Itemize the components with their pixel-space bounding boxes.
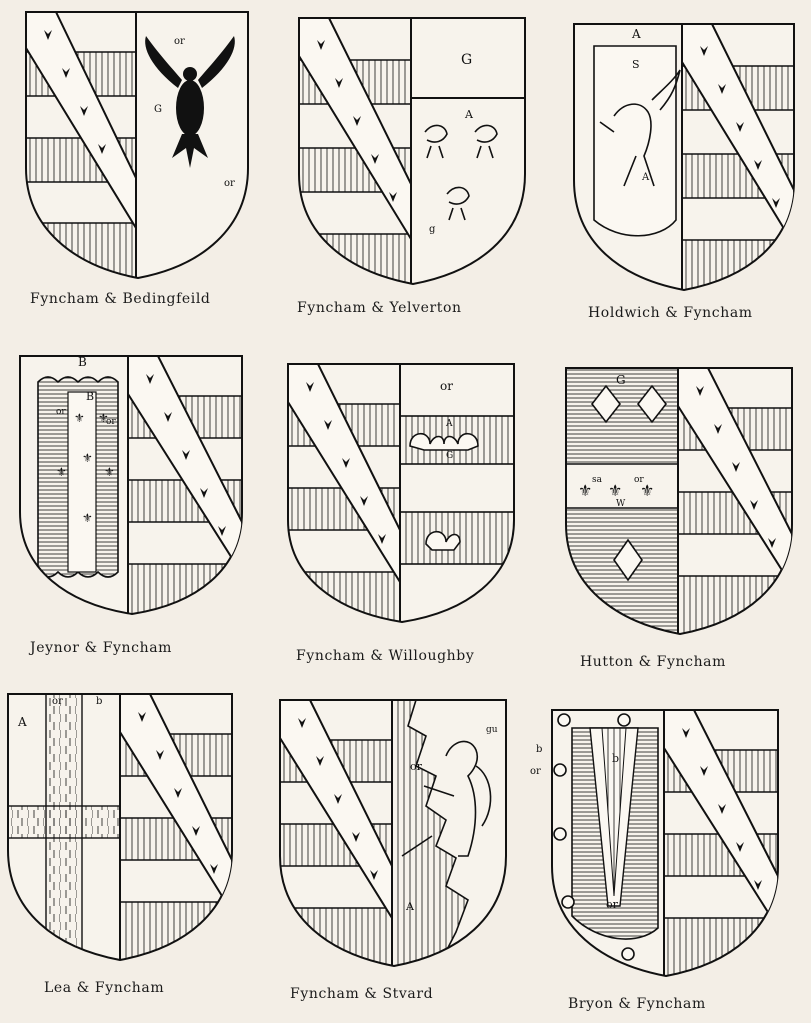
label-b-top: B <box>78 355 87 369</box>
label-or: or <box>410 760 422 773</box>
shield-card-fyncham-willoughby <box>284 360 520 670</box>
label-s: S <box>632 58 640 71</box>
shield-card-lea-fyncham <box>4 690 238 1010</box>
svg-text:⚜: ⚜ <box>608 481 623 500</box>
shield-lea-fyncham <box>4 690 238 965</box>
caption: Fyncham & Bedingfeild <box>30 291 211 307</box>
label-a-lower: A <box>642 172 650 183</box>
svg-text:⚜: ⚜ <box>82 511 93 525</box>
label-sa: sa <box>592 475 602 485</box>
caption: Lea & Fyncham <box>44 980 165 996</box>
caption: Fyncham & Yelverton <box>297 300 462 316</box>
label-g: G <box>154 104 162 115</box>
shield-card-holdwich-fyncham <box>570 20 800 320</box>
label-a: A <box>446 419 453 429</box>
shield-fyncham-bedingfeild <box>22 8 254 283</box>
label-or-top: or <box>174 36 185 47</box>
svg-text:⚜: ⚜ <box>640 481 655 500</box>
label-or-base: or <box>606 898 618 911</box>
svg-text:⚜: ⚜ <box>56 465 67 479</box>
shield-card-bryon-fyncham <box>528 706 784 1022</box>
shield-fyncham-yelverton <box>295 14 531 289</box>
label-or-side: or <box>224 178 235 189</box>
caption: Hutton & Fyncham <box>580 654 727 670</box>
shield-bryon-fyncham <box>528 706 784 981</box>
svg-text:⚜: ⚜ <box>74 411 85 425</box>
shield-card-jeynor-fyncham <box>16 352 248 662</box>
label-a: A <box>406 900 414 913</box>
shield-card-fyncham-stvard <box>276 696 512 1016</box>
label-b-side: b <box>536 744 543 755</box>
caption: Jeynor & Fyncham <box>30 640 173 656</box>
label-g: G <box>446 451 454 461</box>
label-g: G <box>461 52 473 68</box>
label-gu: gu <box>486 725 498 735</box>
shield-card-hutton-fyncham <box>562 364 798 674</box>
label-or-left: or <box>56 407 66 417</box>
shield-holdwich-fyncham <box>570 20 800 295</box>
caption: Holdwich & Fyncham <box>588 305 753 321</box>
label-g-small: g <box>429 224 436 235</box>
shield-hutton-fyncham <box>562 364 798 639</box>
label-or: or <box>634 475 644 485</box>
caption: Bryon & Fyncham <box>568 996 706 1012</box>
label-or-side: or <box>530 766 541 777</box>
label-a-top: A <box>632 27 641 41</box>
label-b-pile: b <box>612 752 620 765</box>
label-a: A <box>465 108 473 121</box>
shield-card-fyncham-bedingfeild <box>22 8 254 308</box>
label-or-right: or <box>106 417 116 427</box>
caption: Fyncham & Willoughby <box>296 648 475 664</box>
caption: Fyncham & Stvard <box>290 986 434 1002</box>
svg-text:⚜: ⚜ <box>98 411 109 425</box>
label-g: G <box>616 373 626 387</box>
shield-fyncham-willoughby <box>284 360 520 630</box>
svg-text:⚜: ⚜ <box>104 465 115 479</box>
shield-fyncham-stvard <box>276 696 512 971</box>
label-b: B <box>86 390 95 403</box>
label-or: or <box>52 696 63 707</box>
label-b: b <box>96 696 103 707</box>
shield-card-fyncham-yelverton <box>295 14 531 314</box>
svg-text:⚜: ⚜ <box>578 481 593 500</box>
svg-text:⚜: ⚜ <box>82 451 93 465</box>
shield-jeynor-fyncham <box>16 352 248 622</box>
label-a: A <box>18 715 27 729</box>
label-or: or <box>440 379 453 393</box>
label-w: W <box>616 499 626 509</box>
